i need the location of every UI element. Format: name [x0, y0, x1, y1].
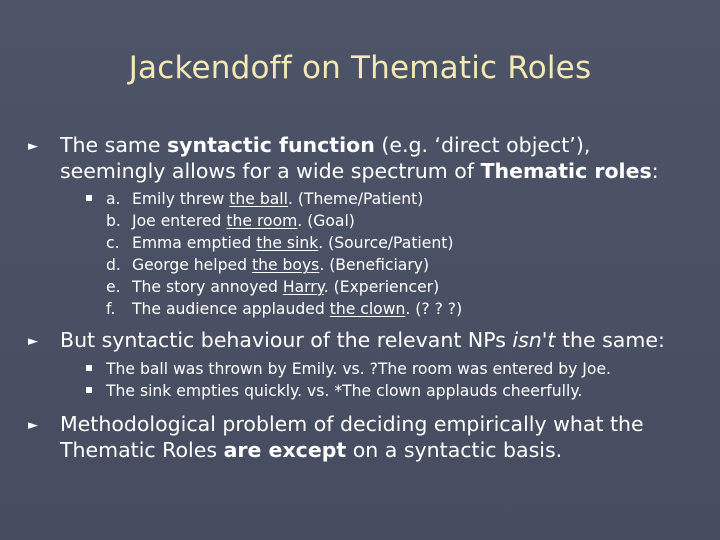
bullet-3 — [28, 411, 698, 463]
passive-item — [86, 358, 706, 380]
example-item — [86, 232, 686, 254]
example-text: The audience applauded the clown. (? ? ?) — [132, 300, 463, 318]
square-bullet-icon — [86, 365, 92, 371]
bullet-1-bold-thematic-roles: Thematic roles — [480, 159, 652, 183]
example-np: the room — [226, 212, 298, 230]
example-item — [86, 254, 686, 276]
example-np: Harry — [282, 278, 324, 296]
example-item — [86, 188, 686, 210]
example-np: the sink — [256, 234, 319, 252]
example-np: the clown — [329, 300, 406, 318]
example-text: Emma emptied the sink. (Source/Patient) — [132, 234, 454, 252]
passive-text: The ball was thrown by Emily. vs. ?The room was entered by Joe. — [106, 360, 611, 378]
bullet-3-text — [60, 411, 698, 463]
example-np: the boys — [251, 256, 320, 274]
example-letter: e. — [106, 278, 121, 296]
slide-title: Jackendoff on Thematic Roles — [128, 50, 592, 86]
bullet-1-part2: (e.g. ‘direct object’), seemingly allows for a wide spectrum of — [60, 133, 591, 183]
bullet-2 — [28, 327, 698, 353]
bullet-3-part2: on a syntactic basis. — [346, 438, 563, 462]
passive-item — [86, 380, 706, 402]
example-item — [86, 276, 686, 298]
example-text: The story annoyed Harry. (Experiencer) — [132, 278, 440, 296]
triangle-bullet-icon: ► — [28, 334, 38, 349]
passives-list — [86, 358, 706, 402]
example-text: George helped the boys. (Beneficiary) — [132, 256, 430, 274]
bullet-3-part1: Methodological problem of deciding empirically what the Thematic Roles — [60, 412, 644, 462]
bullet-2-italic-isnt: isn't — [512, 328, 556, 352]
bullet-3-bold-are-except: are except — [223, 438, 347, 462]
bullet-2-part1: But syntactic behaviour of the relevant NPs — [60, 328, 513, 352]
example-letter: c. — [106, 234, 120, 252]
triangle-bullet-icon: ► — [28, 418, 38, 433]
examples-list — [86, 188, 686, 320]
example-text: Emily threw the ball. (Theme/Patient) — [132, 190, 424, 208]
triangle-bullet-icon: ► — [28, 139, 38, 154]
example-item — [86, 298, 686, 320]
example-letter: d. — [106, 256, 121, 274]
bullet-2-text — [60, 327, 698, 353]
example-letter: b. — [106, 212, 121, 230]
example-letter: a. — [106, 190, 121, 208]
bullet-1-text — [60, 132, 698, 184]
bullet-2-part2: the same: — [555, 328, 665, 352]
example-text: Joe entered the room. (Goal) — [132, 212, 355, 230]
example-letter: f. — [106, 300, 116, 318]
bullet-1 — [28, 132, 698, 184]
bullet-1-part3: : — [651, 159, 659, 183]
example-np: the ball — [229, 190, 288, 208]
bullet-1-part1: The same — [60, 133, 167, 157]
example-item — [86, 210, 686, 232]
passive-text: The sink empties quickly. vs. *The clown applauds cheerfully. — [106, 382, 583, 400]
square-bullet-icon — [86, 387, 92, 393]
bullet-1-bold-syntactic-function: syntactic function — [166, 133, 375, 157]
